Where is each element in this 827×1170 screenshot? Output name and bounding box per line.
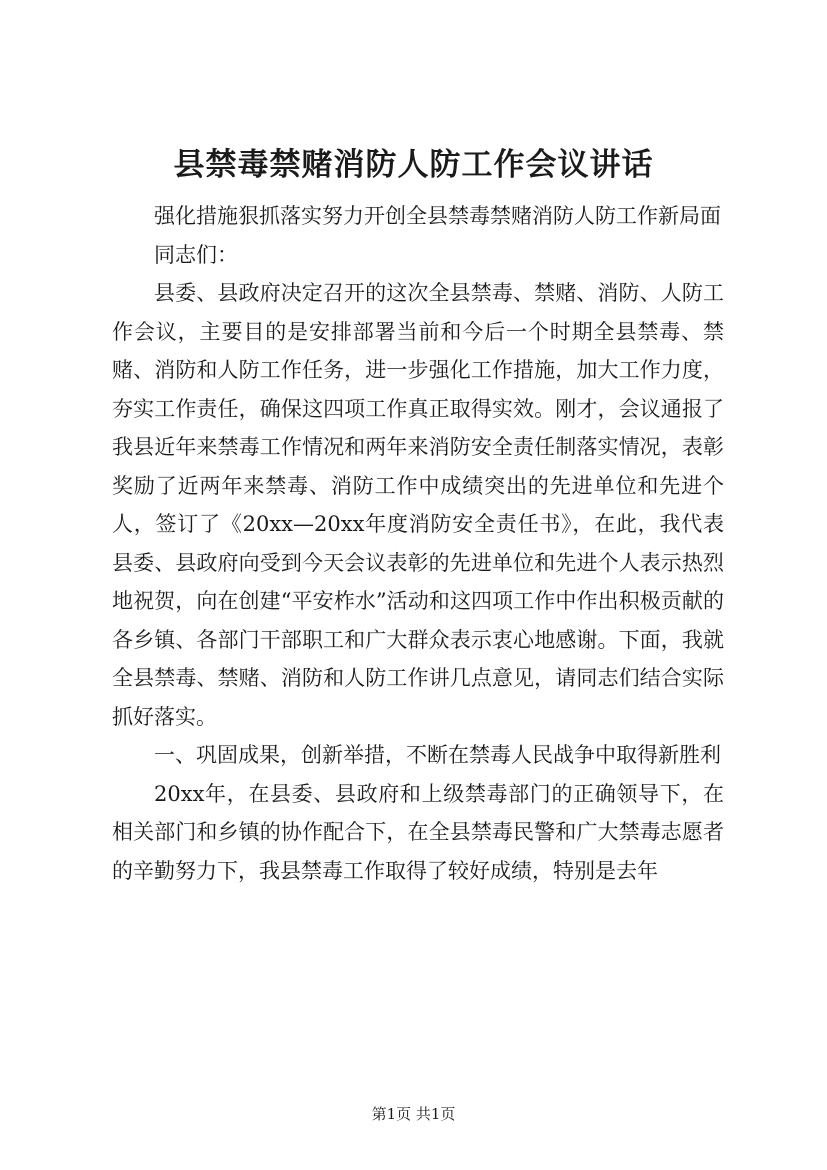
document-body — [112, 197, 724, 890]
salutation-paragraph: 同志们： — [154, 242, 238, 267]
document-title: 县禁毒禁赌消防人防工作会议讲话 — [173, 147, 654, 183]
body-paragraph: 县委、县政府决定召开的这次全县禁毒、禁赌、消防、人防工作会议，主要目的是安排部署当前和今后一个时期全县禁毒、禁赌、消防和人防工作任务，进一步强化工作措施，加大工作力度，夯实工作责任，确保这四项工作真正取得实效。刚才，会议通报了我县近年来禁毒工作情况和两年来消防安全责任制落实情况，表彰奖励了近两年来禁毒、消防工作中成绩突出的先进单位和先进个人，签订了《20xx—20xx年度消防安全责任书》，在此，我代表县委、县政府向受到今天会议表彰的先进单位和先进个人表示热烈地祝贺，向在创建“平安柞水”活动和这四项工作中作出积极贡献的各乡镇、各部门干部职工和广大群众表示衷心地感谢。下面，我就全县禁毒、禁赌、消防和人防工作讲几点意见，请同志们结合实际抓好落实。 — [112, 281, 724, 729]
page-footer: 第1页 共1页 — [371, 1105, 456, 1123]
section-heading: 一、巩固成果，创新举措，不断在禁毒人民战争中取得新胜利 — [154, 743, 721, 767]
subtitle-paragraph: 强化措施狠抓落实努力开创全县禁毒禁赌消防人防工作新局面 — [154, 204, 721, 228]
body-paragraph: 20xx年，在县委、县政府和上级禁毒部门的正确领导下，在相关部门和乡镇的协作配合下，在全县禁毒民警和广大禁毒志愿者的辛勤努力下，我县禁毒工作取得了较好成绩，特别是去年 — [112, 781, 724, 883]
